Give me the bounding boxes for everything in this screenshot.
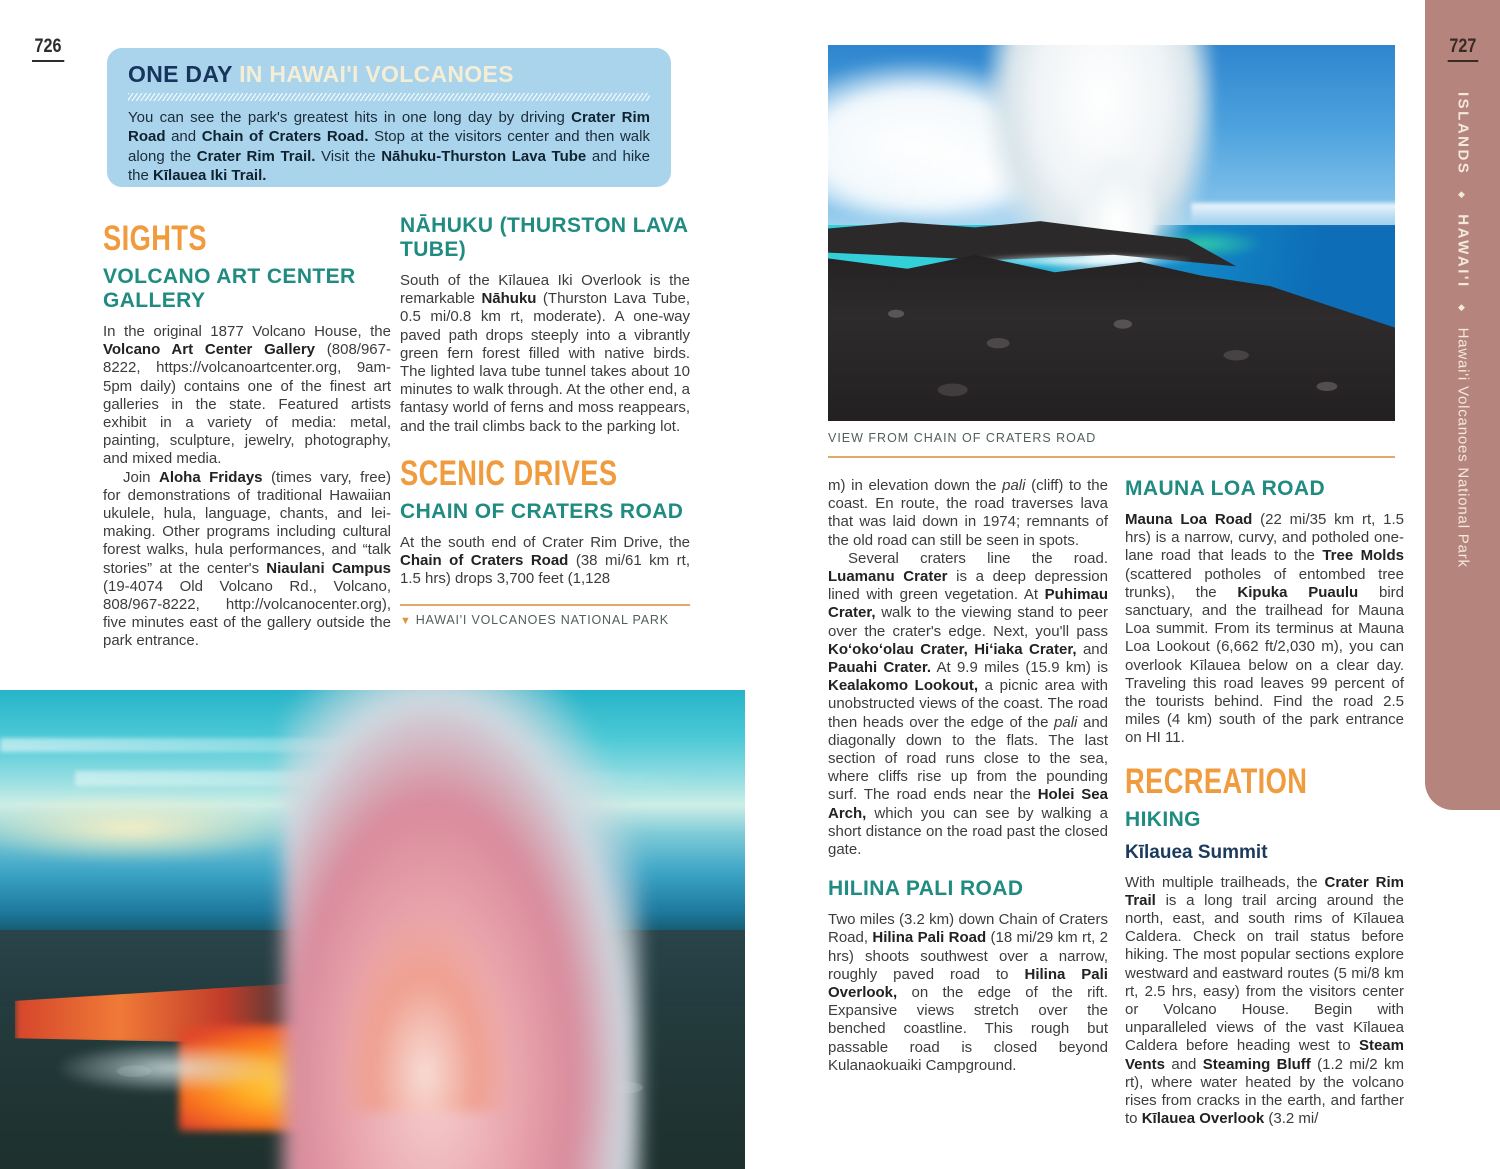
volcano-art-heading: VOLCANO ART CENTER GALLERY <box>103 265 356 312</box>
chain-of-craters-heading: CHAIN OF CRATERS ROAD <box>400 499 684 523</box>
credit-triangle-icon: ▼ <box>400 615 412 628</box>
photo-chain-of-craters-view <box>828 45 1395 421</box>
callout-title <box>128 61 650 88</box>
callout-body: You can see the park's greatest hits in one long day by driving Crater Rim Road and Chain of Craters Road. Stop at the visitors center and then walk along the Crater Rim Trail. Visit the Nāhuku-Thurston Lava Tube and hike the Kīlauea Iki Trail. <box>128 109 651 185</box>
hilina-pali-paragraph: Two miles (3.2 km) down Chain of Craters Road, Hilina Pali Road (18 mi/29 km rt, 2 hrs) shoots southwest over a narrow, roughly paved road to Hilina Pali Overlook, on the edge of the rift. Expansive views stretch over the benched coastline. This rough but passable road is closed beyond Kulanaokuaiki Campground. <box>828 911 1108 1074</box>
kilauea-summit-paragraph: With multiple trailheads, the Crater Rim Trail is a long trail arcing around the north, east, and south rims of Kīlauea Caldera. Check on trail status before hiking. The most popular sections explore westward and eastward routes (5 mi/8 km rt, 2.5 hrs, easy) from the visitors center or Volcano House. Begin with unparalleled views of the vast Kīlauea Caldera before heading west to Steam Vents and Steaming Bluff (1.2 mi/2 km rt), where water heated by the volcano rises from cracks in the earth, and farther to Kīlauea Overlook (3.2 mi/ <box>1125 873 1404 1128</box>
mauna-loa-heading: MAUNA LOA ROAD <box>1125 477 1326 500</box>
photo-credit-text: HAWAI'I VOLCANOES NATIONAL PARK <box>415 613 669 628</box>
kilauea-summit-heading: Kīlauea Summit <box>1125 841 1268 863</box>
right-column-1 <box>828 477 1108 1075</box>
chapter-breadcrumb <box>1454 92 1472 796</box>
photo-caption-block <box>828 429 1395 458</box>
hilina-pali-heading: HILINA PALI ROAD <box>828 877 1024 901</box>
callout-title-primary: ONE DAY <box>128 61 233 87</box>
one-day-callout-box <box>107 48 671 187</box>
craters-list-paragraph: Several craters line the road. Luamanu Crater is a deep depression lined with green vegetation. At Puhimau Crater, walk to the viewing stand to peer over the crater's edge. Next, you'll pass Koʻokoʻolau Crater, Hiʻiaka Crater, and Pauahi Crater. At 9.9 miles (15.9 km) is Kealakomo Lookout, a picnic area with unobstructed views of the coast. The road then heads over the edge of the pali and diagonally down to the flats. The last section of road runs close to the sea, where cliffs rise up from the pounding surf. The road ends near the Holei Sea Arch, which you can see by walking a short distance on the road past the closed gate. <box>828 549 1108 859</box>
photo-caption: VIEW FROM CHAIN OF CRATERS ROAD <box>828 431 1097 445</box>
page-number-right: 727 <box>1447 36 1477 62</box>
volcano-art-paragraph-1: In the original 1877 Volcano House, the Volcano Art Center Gallery (808/967-8222, https://volcanoartcenter.org, 9am-5pm daily) contains one of the finest art galleries in the state. Featured artists exhibit in a variety of media: metal, painting, sculpture, jewelry, photography, and mixed media. <box>103 323 391 468</box>
breadcrumb-islands: ISLANDS <box>1454 92 1472 176</box>
nahuku-heading: NĀHUKU (THURSTON LAVA TUBE) <box>400 214 688 261</box>
photo-steam-wisp <box>60 1044 284 1092</box>
hatch-divider <box>128 93 650 101</box>
right-column-2 <box>1125 477 1404 1128</box>
page-number-left: 726 <box>32 36 64 62</box>
photo-sunset-glow <box>0 795 298 862</box>
diamond-separator-icon: ◆ <box>1457 189 1468 200</box>
chain-of-craters-paragraph: At the south end of Crater Rim Drive, the Chain of Craters Road (38 mi/61 km rt, 1.5 hrs) drops 3,700 feet (1,128 <box>400 533 691 588</box>
callout-title-secondary: IN HAWAI'I VOLCANOES <box>232 61 514 87</box>
scenic-drives-section-title: SCENIC DRIVES <box>400 453 618 493</box>
photo-horizon-clouds <box>1191 203 1395 226</box>
chapter-tab <box>1425 0 1500 810</box>
breadcrumb-park-name: Hawai'i Volcanoes National Park <box>1454 327 1472 568</box>
mauna-loa-paragraph: Mauna Loa Road (22 mi/35 km rt, 1.5 hrs) is a narrow, curvy, and potholed one-lane road that leads to the Tree Molds (scattered potholes of entombed tree trunks), the Kipuka Puaulu bird sanctuary, and the trailhead for Mauna Loa summit. From its terminus at Mauna Loa Lookout (6,662 ft/2,030 m), you can overlook Kīlauea below on a clear day. Traveling this road leaves 99 percent of the tourists behind. Find the road 2.5 miles (4 km) south of the park entrance on HI 11. <box>1125 511 1405 747</box>
photo-credit <box>400 613 690 627</box>
nahuku-paragraph: South of the Kīlauea Iki Overlook is the remarkable Nāhuku (Thurston Lava Tube, 0.5 mi/0.8 km rt, moderate). A one-way paved path drops steeply into a vibrantly green fern forest filled with native birds. The lighted lava tube tunnel takes about 10 minutes to walk through. At the other end, a fantasy world of ferns and moss reappears, and the trail climbs back to the parking lot. <box>400 272 691 435</box>
recreation-section-title: RECREATION <box>1125 761 1308 801</box>
photo-plume-core <box>343 920 507 1112</box>
volcano-art-paragraph-2: Join Aloha Fridays (times vary, free) for demonstrations of traditional Hawaiian ukulele, hula, language, chants, and lei-making. Other programs including cultural forest walks, hula performances, and “talk stories” at the center's Niaulani Campus (19-4074 Old Volcano Rd., Volcano, 808/967-8222, http://volcanocenter.org), five minutes east of the gallery outside the park entrance. <box>103 468 391 650</box>
breadcrumb-hawaii: HAWAI'I <box>1454 214 1472 289</box>
left-column-scenic <box>400 214 690 627</box>
left-column-sights <box>103 219 391 651</box>
hiking-heading: HIKING <box>1125 807 1201 831</box>
photo-kilauea-crater-dusk <box>0 690 745 1169</box>
sights-section-title: SIGHTS <box>103 219 207 258</box>
chain-continuation-paragraph: m) in elevation down the pali (cliff) to the coast. En route, the road traverses lava that was laid down in 1974; remnants of the old road can still be seen in spots. <box>828 477 1108 549</box>
diamond-separator-icon: ◆ <box>1457 303 1468 314</box>
photo-credit-rule <box>400 604 690 627</box>
